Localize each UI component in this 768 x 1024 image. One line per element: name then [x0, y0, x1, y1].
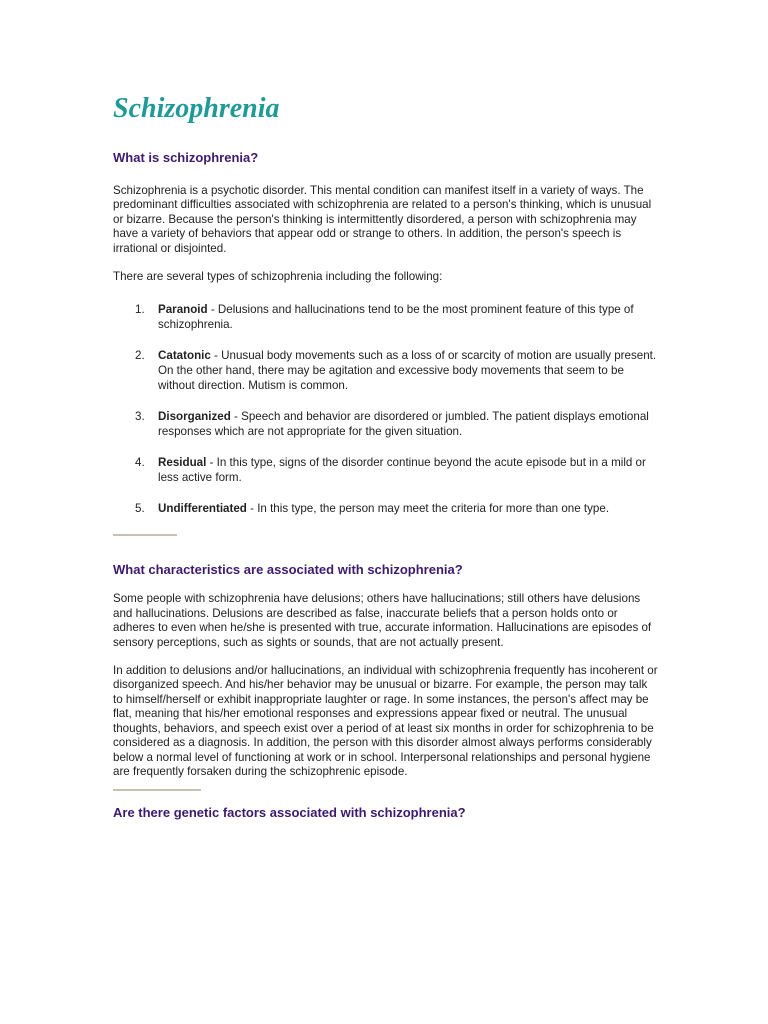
- list-text: - In this type, signs of the disorder continue beyond the acute episode but in a mild or less active form.: [158, 456, 646, 485]
- list-term: Undifferentiated: [158, 502, 247, 516]
- document-page: [113, 90, 658, 821]
- list-item: [113, 348, 658, 393]
- list-number: 4.: [135, 456, 145, 470]
- paragraph-definition: Schizophrenia is a psychotic disorder. This mental condition can manifest itself in a variety of ways. The predominant difficulties associated with schizophrenia are related to a person's thinking, which is unusual or bizarre. Because the person's thinking is intermittently disordered, a person with schizophrenia may have a variety of behaviors that appear odd or strange to others. In addition, the person's speech is irrational or disjointed.: [113, 184, 652, 255]
- section-divider: [113, 534, 177, 536]
- list-term: Disorganized: [158, 410, 231, 424]
- list-number: 1.: [135, 303, 145, 317]
- list-number: 3.: [135, 410, 145, 424]
- section-divider: [113, 789, 201, 791]
- list-term: Residual: [158, 456, 207, 470]
- list-item: [113, 409, 658, 439]
- list-item: [113, 302, 658, 332]
- list-text: - Unusual body movements such as a loss of or scarcity of motion are usually present. On the other hand, there may be agitation and excessive body movements that seem to be without direction. Mutism is common.: [158, 349, 657, 393]
- paragraph-speech-behavior: In addition to delusions and/or hallucinations, an individual with schizophrenia frequently has incoherent or disorganized speech. And his/her behavior may be unusual or bizarre. For example, the person may talk to himself/herself or exhibit inappropriate laughter or rage. In some instances, the person's affect may be flat, meaning that his/her emotional responses and expressions appear fixed or neutral. The unusual thoughts, behaviors, and speech exist over a period of at least six months in order for schizophrenia to be considered as a diagnosis. In addition, the person with this disorder almost always performs considerably below a normal level of functioning at work or in school. Interpersonal relationships and personal hygiene are frequently forsaken during the schizophrenic episode.: [113, 664, 658, 778]
- list-term: Paranoid: [158, 303, 208, 317]
- list-item: [113, 455, 658, 485]
- paragraph-types-intro: There are several types of schizophrenia including the following:: [113, 270, 443, 284]
- schizophrenia-types-list: [113, 302, 658, 516]
- section-heading-characteristics: What characteristics are associated with schizophrenia?: [113, 562, 463, 578]
- list-item: [113, 501, 658, 516]
- list-text: - In this type, the person may meet the criteria for more than one type.: [246, 502, 610, 516]
- section-heading-what-is: What is schizophrenia?: [113, 150, 259, 165]
- list-text: - Speech and behavior are disordered or jumbled. The patient displays emotional responses which are not appropriate for the given situation.: [158, 410, 649, 439]
- list-number: 2.: [135, 349, 145, 363]
- list-term: Catatonic: [158, 349, 211, 363]
- section-heading-genetic: Are there genetic factors associated with schizophrenia?: [113, 805, 466, 821]
- paragraph-delusions: Some people with schizophrenia have delusions; others have hallucinations; still others have delusions and hallucinations. Delusions are described as false, inaccurate beliefs that a person holds onto or adheres to even when he/she is presented with true, accurate information. Hallucinations are episodes of sensory perceptions, such as sights or sounds, that are not actually present.: [113, 592, 652, 649]
- list-number: 5.: [135, 502, 145, 516]
- list-text: - Delusions and hallucinations tend to be the most prominent feature of this type of schizophrenia.: [158, 303, 634, 332]
- document-title: Schizophrenia: [113, 93, 280, 124]
